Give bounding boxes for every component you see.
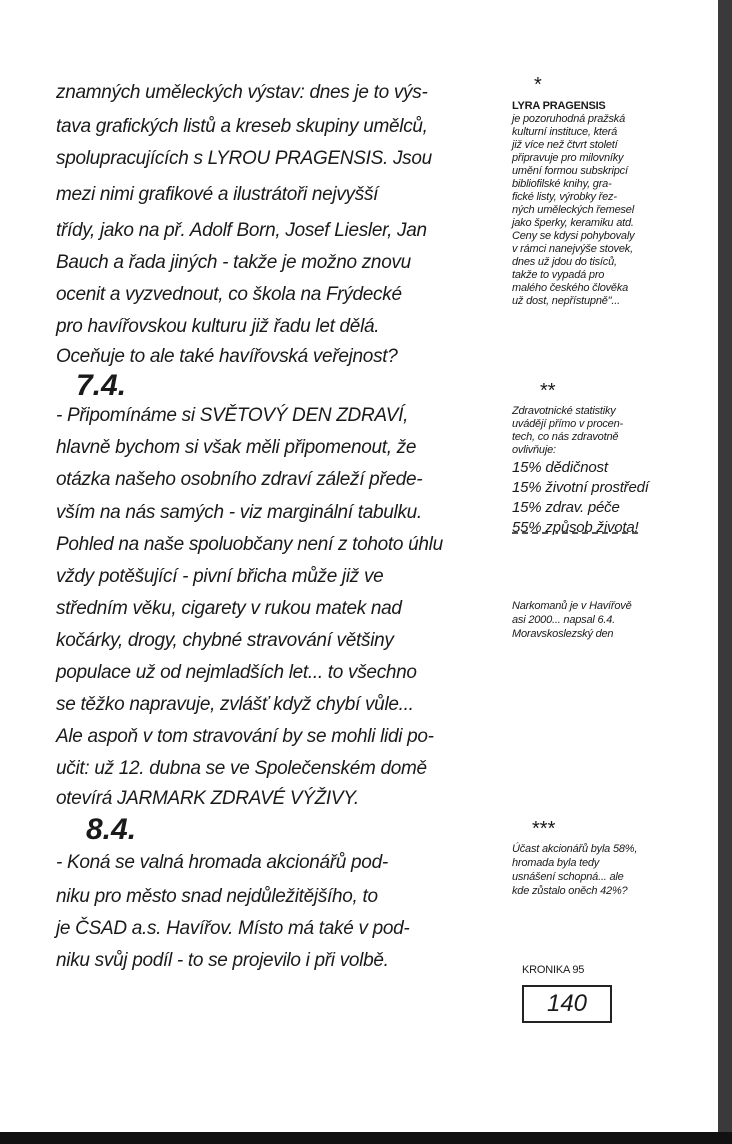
page-bottom-edge	[0, 1132, 732, 1144]
note-line: dnes už jdou do tisíců,	[512, 256, 617, 268]
text-line: vždy potěšující - pivní břicha může již ve	[56, 566, 384, 587]
note-line: už dost, nepřístupně"...	[512, 295, 620, 307]
note-line: fické listy, výrobky řez-	[512, 191, 617, 203]
text-line: otevírá JARMARK ZDRAVÉ VÝŽIVY.	[56, 788, 359, 809]
note-line: usnášení schopná... ale	[512, 871, 624, 883]
date-heading: 8.4.	[86, 813, 137, 846]
text-line: třídy, jako na př. Adolf Born, Josef Liesler, Jan	[56, 220, 427, 241]
note-line: jako šperky, keramiku atd.	[512, 217, 634, 229]
note-line: umění formou subskripcí	[512, 165, 628, 177]
text-line: ocenit a vyzvednout, co škola na Frýdecké	[56, 284, 402, 305]
text-line: populace už od nejmladších let... to všechno	[56, 662, 417, 683]
date-heading: 7.4.	[76, 369, 127, 402]
text-line: je ČSAD a.s. Havířov. Místo má také v pod-	[56, 918, 410, 939]
text-line: středním věku, cigarety v rukou matek nad	[56, 598, 402, 619]
text-line: - Koná se valná hromada akcionářů pod-	[56, 852, 388, 873]
text-line: tava grafických listů a kreseb skupiny umělců,	[56, 116, 428, 137]
asterisk-mark: **	[540, 380, 556, 402]
note-line: Účast akcionářů byla 58%,	[512, 843, 638, 855]
text-line: niku pro město snad nejdůležitějšího, to	[56, 886, 378, 907]
page-number-box	[522, 985, 612, 1023]
text-line: hlavně bychom si však měli připomenout, že	[56, 437, 417, 458]
note-line: Ceny se kdysi pohybovaly	[512, 230, 635, 242]
note-line: asi 2000... napsal 6.4.	[512, 614, 616, 626]
note-line: je pozoruhodná pražská	[512, 113, 626, 125]
text-line: niku svůj podíl - to se projevilo i při volbě.	[56, 950, 389, 971]
note-line: malého českého člověka	[512, 282, 629, 294]
text-line: - Připomínáme si SVĚTOVÝ DEN ZDRAVÍ,	[56, 405, 409, 426]
note-line: připravuje pro milovníky	[512, 152, 624, 164]
text-line: Ale aspoň v tom stravování by se mohli lidi po-	[56, 726, 434, 747]
text-line: Bauch a řada jiných - takže je možno znovu	[56, 252, 411, 273]
text-line: znamných uměleckých výstav: dnes je to výs-	[56, 82, 428, 103]
note-line: ovlivňuje:	[512, 444, 556, 456]
text-line: mezi nimi grafikové a ilustrátoři nejvyšší	[56, 184, 379, 205]
asterisk-mark: *	[534, 74, 542, 96]
note-line: již více než čtvrt století	[512, 139, 618, 151]
page-edge-shadow	[718, 0, 732, 1144]
note-line: ných uměleckých řemesel	[512, 204, 634, 216]
text-line: spolupracujících s LYROU PRAGENSIS. Jsou	[56, 148, 432, 169]
stat-line: 15% životní prostředí	[512, 479, 649, 496]
note-line: uvádějí přímo v procen-	[512, 418, 623, 430]
note-line: v rámci nanejvýše stovek,	[512, 243, 633, 255]
text-line: Oceňuje to ale také havířovská veřejnost?	[56, 346, 398, 367]
stat-line-emphasis: 55% způsob života!	[512, 519, 639, 536]
page-number: 140	[546, 990, 588, 1017]
asterisk-mark: ***	[532, 818, 556, 840]
chronicle-label: KRONIKA 95	[522, 964, 585, 976]
note-line: kulturní instituce, která	[512, 126, 618, 138]
text-line: pro havířovskou kulturu již řadu let dělá.	[56, 316, 380, 337]
text-line: vším na nás samých - viz marginální tabulku.	[56, 502, 422, 523]
stat-line: 15% zdrav. péče	[512, 499, 620, 516]
stat-line: 15% dědičnost	[512, 459, 608, 476]
note-title: LYRA PRAGENSIS	[512, 100, 606, 112]
text-line: kočárky, drogy, chybné stravování většiny	[56, 630, 394, 651]
note-line: tech, co nás zdravotně	[512, 431, 619, 443]
note-line: takže to vypadá pro	[512, 269, 605, 281]
note-line: kde zůstalo oněch 42%?	[512, 885, 628, 897]
note-line: Moravskoslezský den	[512, 628, 614, 640]
text-line: se těžko napravuje, zvlášť když chybí vůle...	[56, 694, 414, 715]
text-line: učit: už 12. dubna se ve Společenském domě	[56, 758, 427, 779]
note-line: hromada byla tedy	[512, 857, 600, 869]
text-line: Pohled na naše spoluobčany není z tohoto úhlu	[56, 534, 443, 555]
text-line: otázka našeho osobního zdraví záleží přede-	[56, 469, 423, 490]
note-line: Narkomanů je v Havířově	[512, 600, 632, 612]
note-line: Zdravotnické statistiky	[512, 405, 616, 417]
note-line: bibliofilské knihy, gra-	[512, 178, 612, 190]
